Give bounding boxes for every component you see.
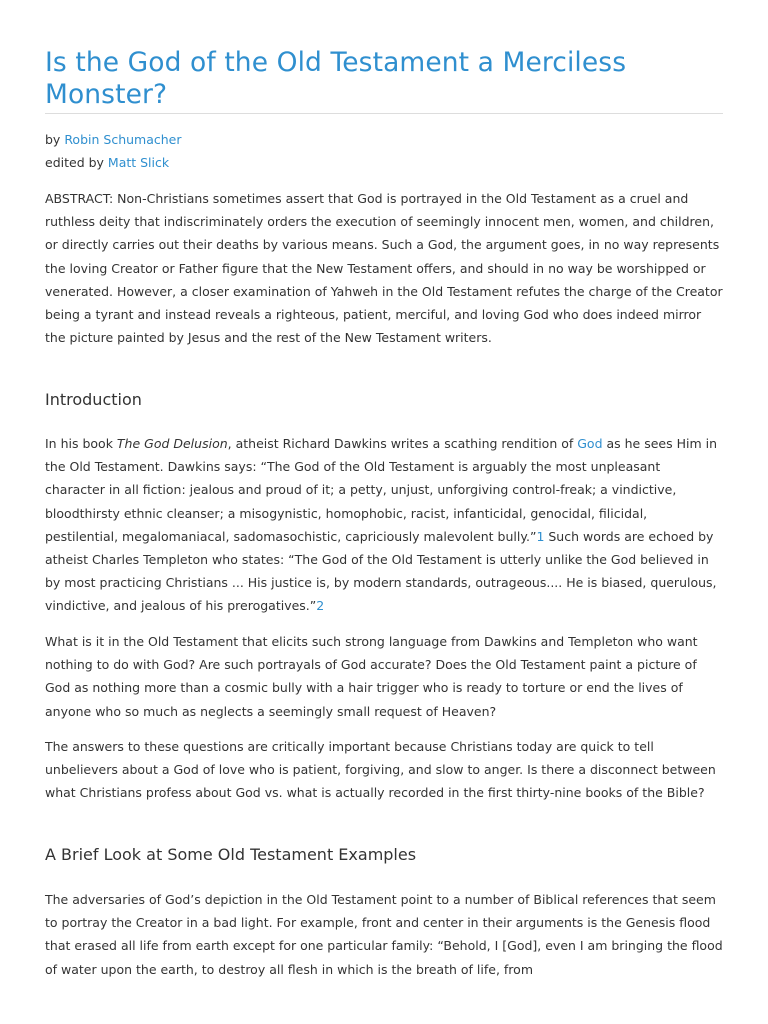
book-title: The God Delusion [116, 436, 228, 451]
article-title: Is the God of the Old Testament a Merciless Monster? [45, 47, 627, 110]
author-link[interactable]: Robin Schumacher [64, 132, 182, 147]
intro-paragraph-3: The answers to these questions are critically important because Christians today are quick to tell unbelievers about a God of love who is patient, forgiving, and slow to anger. Is there a disconnect between what Christians profess about God vs. what is actually recorded in the first thirty-nine books of the Bible? [45, 739, 716, 801]
author-byline [45, 131, 182, 149]
editor-link[interactable]: Matt Slick [107, 155, 170, 170]
footnote-2-link[interactable]: 2 [316, 598, 325, 614]
examples-heading: A Brief Look at Some Old Testament Examples [45, 845, 417, 864]
intro-text-2: , atheist Richard Dawkins writes a scathing rendition of [227, 436, 578, 451]
introduction-heading: Introduction [45, 390, 142, 409]
intro-paragraph-2: What is it in the Old Testament that elicits such strong language from Dawkins and Templeton who want nothing to do with God? Are such portrayals of God accurate? Does the Old Testament paint a picture of God as nothing more than a cosmic bully with a hair trigger who is ready to torture or end the lives of anyone who so much as neglects a seemingly small request of Heaven? [45, 634, 698, 719]
editor-byline [45, 154, 169, 172]
intro-text-1: In his book [45, 436, 117, 451]
title-divider [45, 113, 723, 114]
footnote-1-link[interactable]: 1 [536, 528, 545, 544]
byline-prefix: by [45, 132, 65, 147]
intro-paragraph-1 [45, 432, 723, 618]
intro-text-3: as he sees Him in the Old Testament. Dawkins says: “The God of the Old Testament is arguably the most unpleasant character in all fiction: jealous and proud of it; a petty, unjust, unforgiving control-freak; a vindictive, bloodthirsty ethnic cleanser; a misogynistic, homophobic, racist, infanticidal, genocidal, filicidal, pestilential, megalomaniacal, sadomasochistic, capriciously malevolent bully.” [45, 436, 718, 544]
editor-prefix: edited by [45, 155, 108, 170]
god-link[interactable]: God [577, 436, 603, 451]
examples-paragraph-1: The adversaries of God’s depiction in the Old Testament point to a number of Biblical references that seem to portray the Creator in a bad light. For example, front and center in their arguments is the Genesis flood that erased all life from earth except for one particular family: “Behold, I [God], even I am bringing the flood of water upon the earth, to destroy all flesh in which is the breath of life, from [45, 892, 723, 977]
abstract-paragraph: ABSTRACT: Non-Christians sometimes assert that God is portrayed in the Old Testament as a cruel and ruthless deity that indiscriminately orders the execution of seemingly innocent men, women, and children, or directly carries out their deaths by various means. Such a God, the argument goes, in no way represents the loving Creator or Father figure that the New Testament offers, and should in no way be worshipped or venerated. However, a closer examination of Yahweh in the Old Testament refutes the charge of the Creator being a tyrant and instead reveals a righteous, patient, merciful, and loving God who does indeed mirror the picture painted by Jesus and the rest of the New Testament writers. [45, 191, 723, 346]
intro-text-4: Such words are echoed by atheist Charles Templeton who states: “The God of the Old Testament is utterly unlike the God believed in by most practicing Christians ... His justice is, by modern standards, outrageous.... He is biased, querulous, vindictive, and jealous of his prerogatives.” [45, 528, 717, 614]
